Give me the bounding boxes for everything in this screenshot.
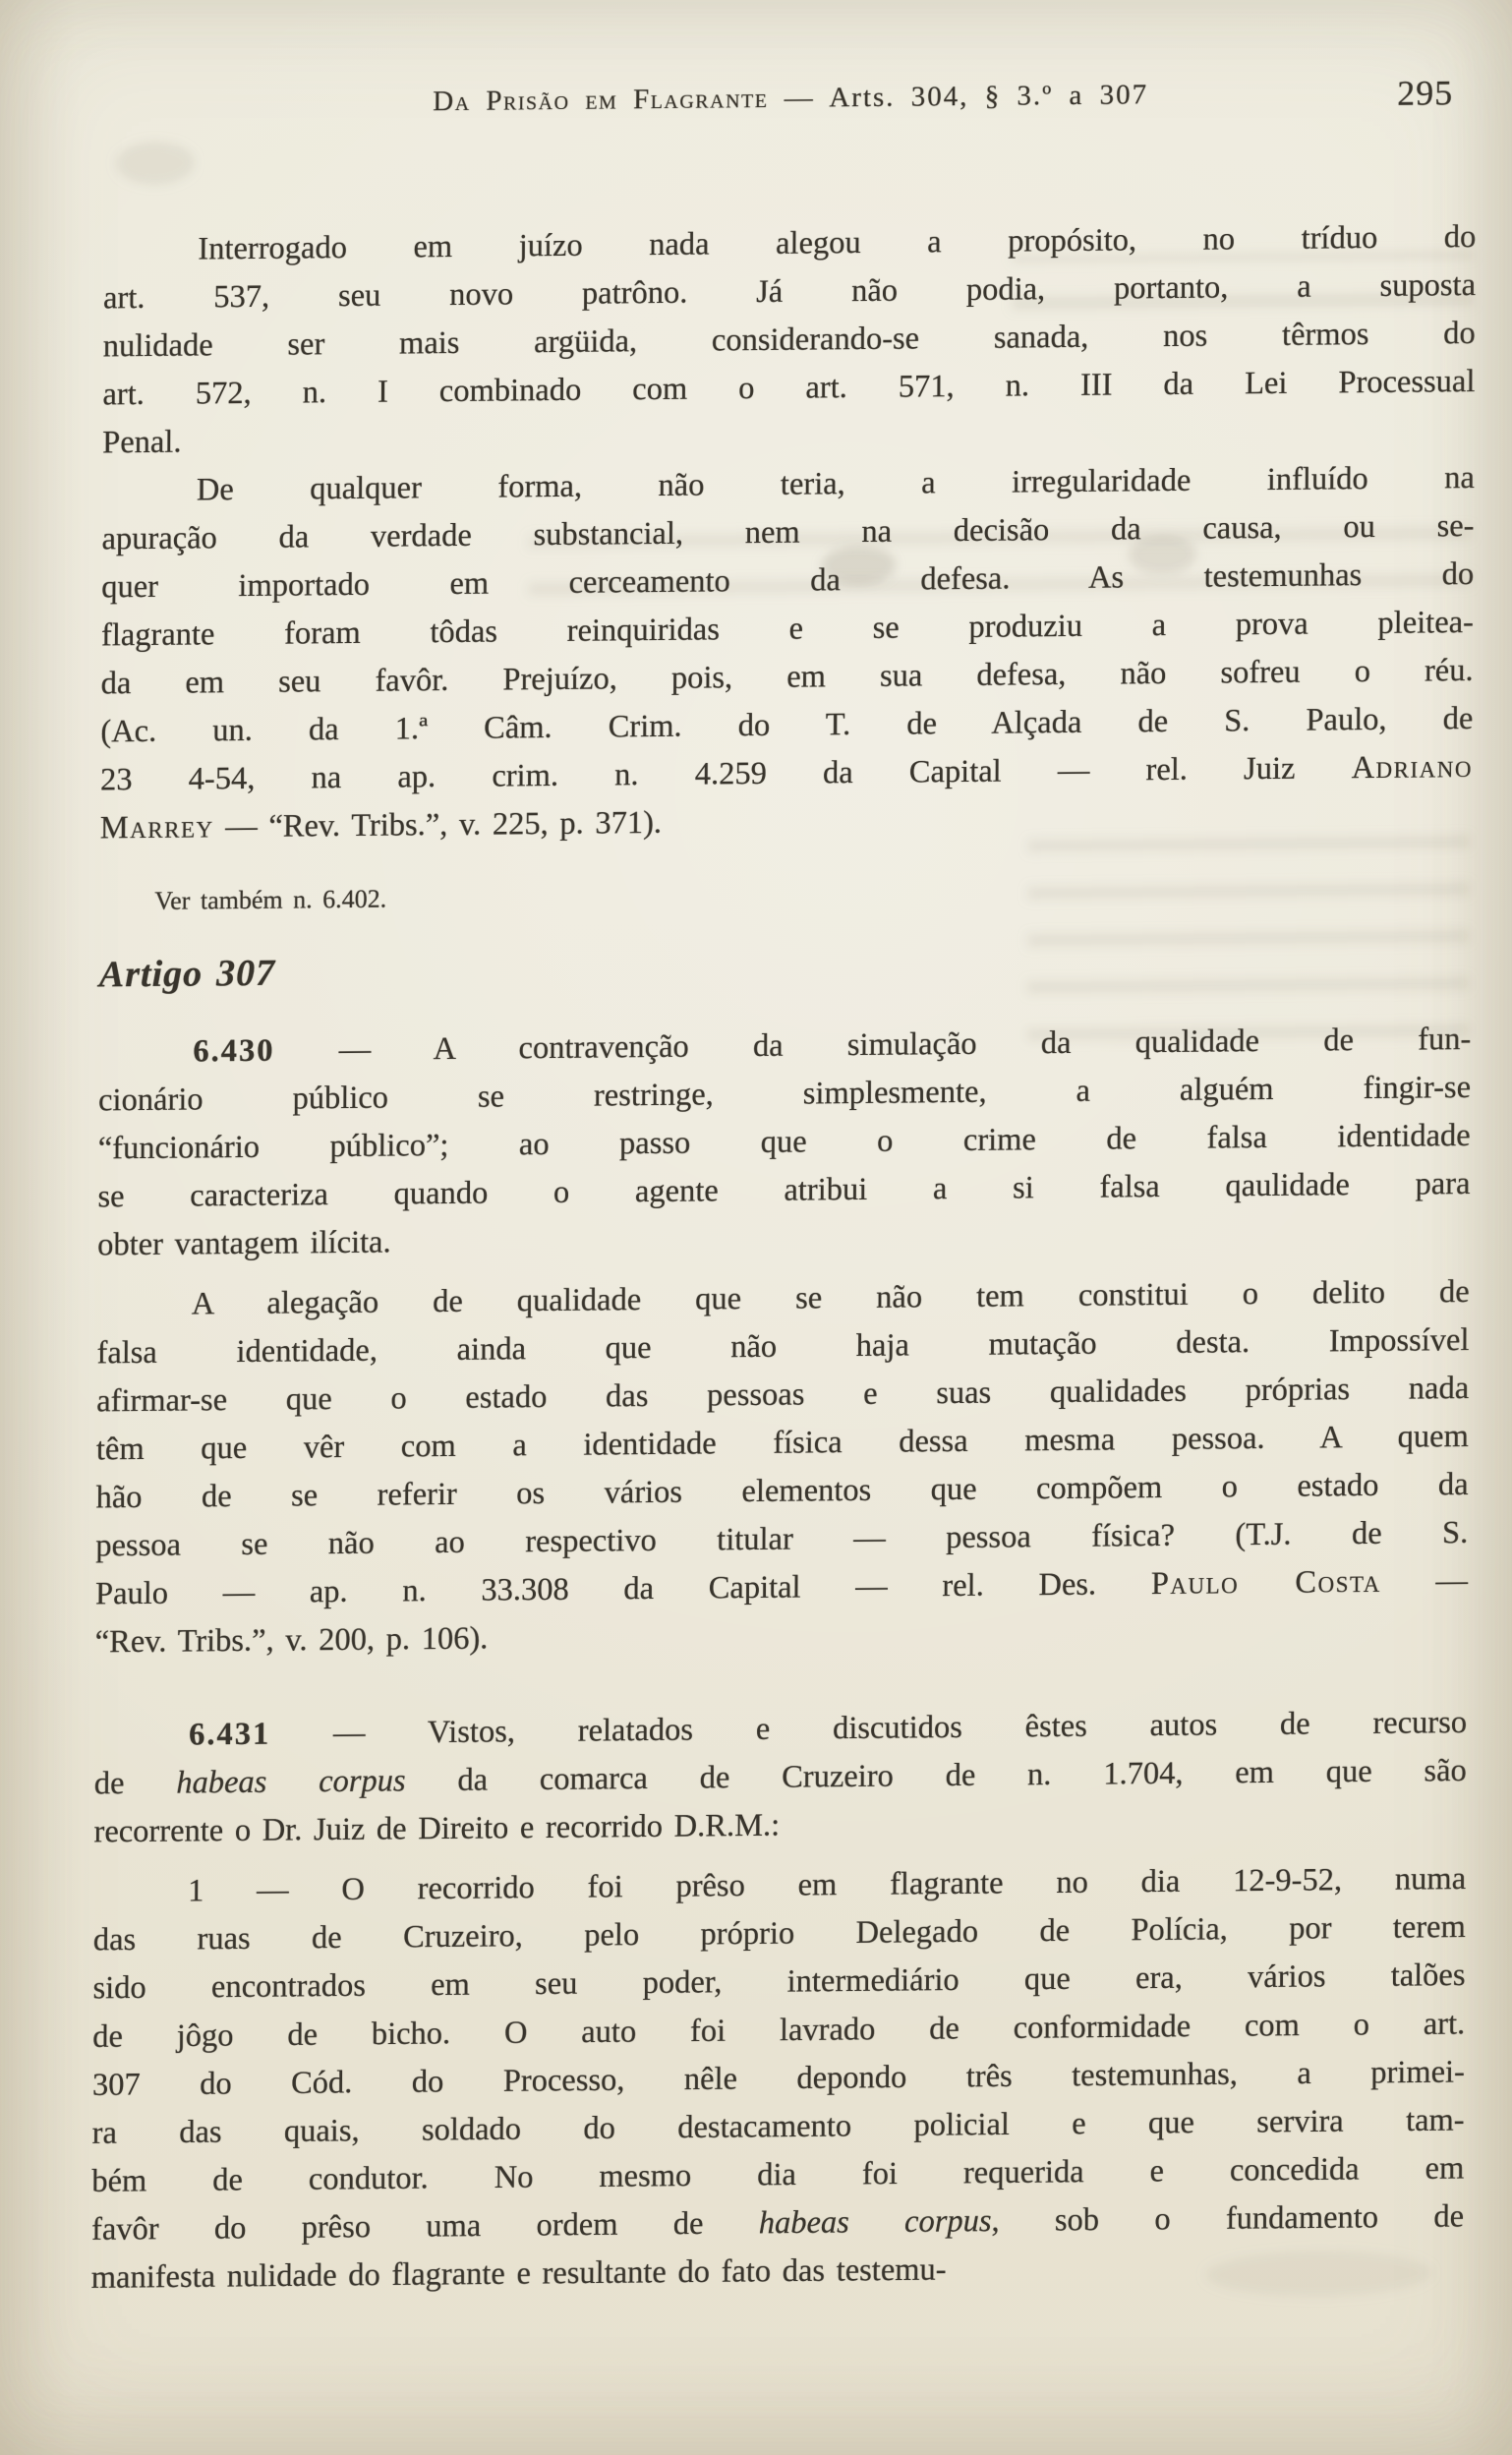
text-segment: têm que vêr com a identidade física dessa mesma pessoa. A quem xyxy=(95,1419,1469,1468)
article-heading: Artigo 307 xyxy=(98,952,276,996)
text-segment: afirmar-se que o estado das pessoas e suas qualidades próprias nada xyxy=(96,1371,1470,1420)
text-segment: 1 — O recorrido foi prêso em flagrante no dia 12-9-52, numa xyxy=(188,1861,1467,1909)
text-segment: pessoa se não ao respectivo titular — pessoa física? (T.J. de S. xyxy=(95,1515,1469,1564)
cross-reference-note: Ver também n. 6.402. xyxy=(154,884,387,916)
text-segment: Penal. xyxy=(102,424,182,461)
text-segment: (Ac. un. da 1.ª Câm. Crim. do T. de Alçada de S. Paulo, de xyxy=(100,701,1474,750)
text-segment: Marrey xyxy=(99,809,214,847)
paragraph xyxy=(91,1855,1467,2302)
text-segment: , sob o fundamento de xyxy=(991,2198,1465,2239)
text-segment: habeas corpus xyxy=(758,2202,992,2242)
paragraph xyxy=(93,1699,1467,1856)
text-segment: favôr do prêso uma ordem de xyxy=(90,2205,759,2248)
running-head-title xyxy=(104,76,1477,121)
text-segment: se caracteriza quando o agente atribui a si falsa qaulidade para xyxy=(97,1166,1471,1215)
text-segment: sido encontrados em seu poder, intermediário que era, vários talões xyxy=(92,1958,1466,2007)
text-segment: De qualquer forma, não teria, a irregularidade influído na xyxy=(196,460,1475,508)
text-segment: de xyxy=(93,1765,177,1802)
text-segment: 6.431 xyxy=(189,1716,271,1753)
text-segment: “Rev. Tribs.”, v. 200, p. 106). xyxy=(94,1620,489,1661)
paragraph xyxy=(100,454,1475,852)
text-segment: recorrente o Dr. Juiz de Direito e recorrido D.R.M.: xyxy=(93,1807,781,1850)
text-segment: Adriano xyxy=(1351,749,1474,787)
text-segment: das ruas de Cruzeiro, pelo próprio Delegado de Polícia, por terem xyxy=(92,1909,1466,1958)
page-number: 295 xyxy=(1397,73,1454,113)
text-segment: de jôgo de bicho. O auto foi lavrado de conformidade com o art. xyxy=(92,2006,1466,2055)
text-segment: 307 do Cód. do Processo, nêle depondo três testemunhas, a primei- xyxy=(91,2054,1466,2103)
text-segment: 6.430 xyxy=(193,1032,275,1070)
text-segment: da comarca de Cruzeiro de n. 1.704, em que são xyxy=(405,1753,1467,1799)
text-segment: Paulo Costa xyxy=(1150,1564,1381,1603)
text-segment: — xyxy=(1380,1563,1469,1601)
text-segment: quer importado em cerceamento da defesa. As testemunhas do xyxy=(101,556,1475,606)
paragraph xyxy=(102,213,1476,467)
paragraph xyxy=(95,1268,1470,1666)
running-head-articles: — Arts. 304, § 3.º a 307 xyxy=(768,79,1149,114)
text-segment: flagrante foram tôdas reinquiridas e se produziu a prova pleitea- xyxy=(100,605,1475,654)
text-segment: da em seu favôr. Prejuízo, pois, em sua defesa, não sofreu o réu. xyxy=(100,653,1474,702)
text-segment: nulidade ser mais argüida, considerando-se sanada, nos têrmos do xyxy=(102,316,1476,365)
text-block xyxy=(91,213,1477,2303)
paragraph xyxy=(97,1016,1471,1269)
text-segment: “funcionário público”; ao passo que o crime de falsa identidade xyxy=(97,1118,1471,1167)
text-segment: — “Rev. Tribs.”, v. 225, p. 371). xyxy=(213,805,663,846)
page-content xyxy=(90,73,1478,2303)
running-head xyxy=(104,73,1477,132)
text-segment: falsa identidade, ainda que não haja mutação desta. Impossível xyxy=(96,1322,1470,1372)
text-segment: apuração da verdade substancial, nem na decisão da causa, ou se- xyxy=(101,508,1475,557)
text-segment: A alegação de qualidade que se não tem constitui o delito de xyxy=(191,1274,1470,1322)
text-segment: — A contravenção da simulação da qualidade de fun- xyxy=(274,1022,1472,1069)
text-segment: Paulo — ap. n. 33.308 da Capital — rel. Des. xyxy=(94,1566,1151,1612)
text-segment: Interrogado em juízo nada alegou a propósito, no tríduo do xyxy=(198,219,1477,267)
text-segment: ra das quais, soldado do destacamento policial e que servira tam- xyxy=(91,2102,1465,2151)
text-segment: — Vistos, relatados e discutidos êstes autos de recurso xyxy=(270,1705,1468,1752)
text-segment: manifesta nulidade do flagrante e resultante do fato das testemu- xyxy=(90,2251,947,2296)
text-segment: habeas corpus xyxy=(176,1763,406,1801)
text-segment: 23 4-54, na ap. crim. n. 4.259 da Capital — rel. Juiz xyxy=(99,750,1352,798)
text-segment: bém de condutor. No mesmo dia foi requerida e concedida em xyxy=(91,2150,1465,2199)
running-head-chapter: Da Prisão em Flagrante xyxy=(433,82,769,118)
text-segment: art. 537, seu novo patrôno. Já não podia, portanto, a suposta xyxy=(102,267,1477,317)
text-segment: art. 572, n. I combinado com o art. 571, n. III da Lei Processual xyxy=(102,364,1476,413)
text-segment: obter vantagem ilícita. xyxy=(97,1224,391,1263)
text-segment: hão de se referir os vários elementos que compõem o estado da xyxy=(95,1467,1469,1516)
text-segment: cionário público se restringe, simplesmente, a alguém fingir-se xyxy=(97,1070,1472,1119)
